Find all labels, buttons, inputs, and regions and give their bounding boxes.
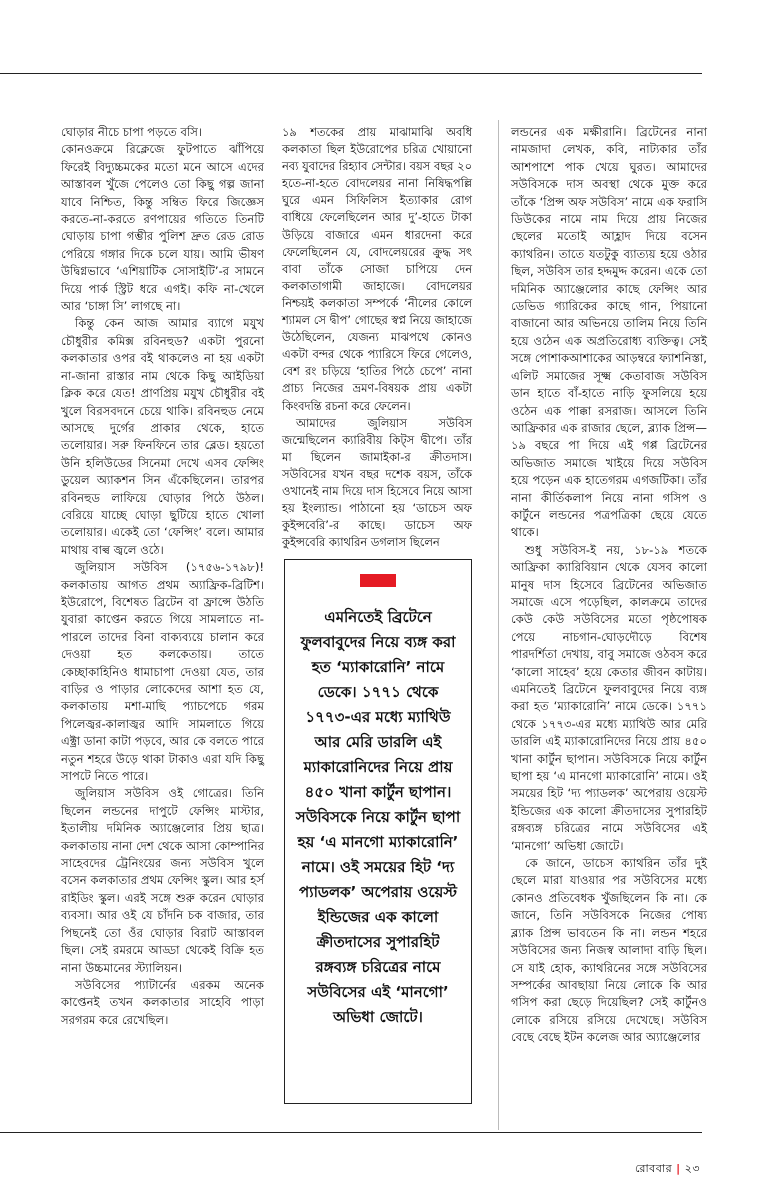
pull-quote-top-bar <box>360 574 396 587</box>
page-footer <box>635 1160 700 1179</box>
page-number: ২৩ <box>684 1162 700 1175</box>
paragraph: জুলিয়াস সউবিস (১৭৫৬-১৭৯৮)! কলকাতায় আগত প্রথম অ্যাফ্রিক-ব্রিটিশ। ইউরোপে, বিশেষত ব্রিটেন বা ফ্রান্সে উঠতি যুবারা কাপ্তেন করতে গিয়ে সামলাতে না-পারলে তাদের বিনা বাক্যব্যয়ে চালান করে দেওয়া হত কলকেতায়। তাতে কেচ্ছাকাহিনিও ধামাচাপা দেওয়া যেত, তার বাড়ির ও পাড়ার লোকেদের আশা হত যে, কলকাতায় মশা-মাছি প্যাচপেচে গরম পিলেজ্বর-কালাজ্বর আদি সামলাতে গিয়ে এক্ট্রা ডানা কাটা পড়বে, আর কে বলতে পারে নতুন শহরে উড়ে থাকা টাকাও এরা যদি কিছু সাপটে নিতে পারে। <box>61 560 264 784</box>
paragraph: জুলিয়াস সউবিস ওই গোত্রের। তিনি ছিলেন লন্ডনের দাপুটে ফেন্সিং মাস্টার, ইতালীয় দমিনিক অ্যাঞ্জেলোর প্রিয় ছাত্র। কলকাতায় নানা দেশ থেকে আসা কোম্পানির সাহেবদের ট্রেনিংয়ের জন্য সউবিস খুলে বসেন কলকাতার প্রথম ফেন্সিং স্কুল। আর হর্স রাইডিং স্কুল। এরই সঙ্গে শুরু করেন ঘোড়ার ব্যবসা। আর ওই যে চাঁদনি চক বাজার, তার পিছনেই তো ওঁর ঘোড়ার বিরাট আস্তাবল ছিল। সেই রমরমে আড্ডা থেকেই বিক্রি হত নানা উচ্চমানের স্ট্যালিয়ন। <box>61 786 264 975</box>
paragraph: ১৯ শতকের প্রায় মাঝামাঝি অবধি কলকাতা ছিল ইউরোপের চরিত্র খোয়ানো নব্য যুবাদের রিহ্যাব সেন্টার। বয়স বছর ২০ হতে-না-হতে বোদলেয়র নানা নিষিদ্ধপল্লি ঘুরে এমন সিফিলিস ইত্যাকার রোগ বাধিয়ে ফেলেছিলেন আর দু’-হাতে টাকা উড়িয়ে বাজারে এমন ধারদেনা করে ফেলেছিলেন যে, বোদলেয়রের ক্রুদ্ধ সৎ বাবা তাঁকে সোজা চাপিয়ে দেন কলকাতাগামী জাহাজে। বোদলেয়র নিশ্চয়ই কলকাতা সম্পর্কে ‘নীলের কোলে শ্যামল সে দ্বীপ’ গোছের স্বপ্ন নিয়ে জাহাজে উঠেছিলেন, যেজন্য মাঝপথে কোনও একটা বন্দর থেকে প্যারিসে ফিরে গেলেও, বেশ রং চড়িয়ে ‘হাতির পিঠে চেপে’ নানা প্রাচ্য নিজের ভ্রমণ-বিষয়ক প্রায় একটা কিংবদন্তি রচনা করে ফেলেন। <box>282 125 472 413</box>
paragraph: সউবিসের প্যাটার্নের এরকম অনেক কাপ্তেনই তখন কলকাতার সাহেবি পাড়া সরগরম করে রেখেছিল। <box>61 977 264 1027</box>
paragraph: শুধু সউবিস-ই নয়, ১৮-১৯ শতকে আফ্রিকা ক্যারিবিয়ান থেকে যেসব কালো মানুষ দাস হিসেবে ব্রিটেনের অভিজাত সমাজে এসে পড়েছিল, কালক্রমে তাদের কেউ কেউ সউবিসের মতো পৃষ্ঠপোষক পেয়ে নাচগান-ঘোড়দৌড়ে বিশেষ পারদর্শিতা দেখায়, বাবু সমাজে ওঠবস করে ‘কালো সাহেব’ হয়ে কেতার জীবন কাটায়। এমনিতেই ব্রিটেনে ফুলবাবুদের নিয়ে ব্যঙ্গ করা হত ‘ম্যাকারোনি’ নামে ডেকে। ১৭৭১ থেকে ১৭৭৩-এর মধ্যে ম্যাথিউ আর মেরি ডারলি এই ম্যাকারোনিদের নিয়ে প্রায় ৪৫০ খানা কার্টুন ছাপান। সউবিসকে নিয়ে কার্টুন ছাপা হয় ‘এ মানগো ম্যাকারোনি’ নামে। ওই সময়ের হিট ‘দ্য প্যাডলক’ অপেরায় ওয়েস্ট ইন্ডিজের এক কালো ক্রীতদাসের সুপারহিট রঙ্গব্যঙ্গ চরিত্রের নামে সউবিসের এই ‘মানগো’ অভিধা জোটে। <box>511 542 707 853</box>
bottom-rule <box>0 1132 702 1133</box>
publication-name: রোববার <box>634 1162 673 1175</box>
paragraph: কে জানে, ডাচেস ক্যাথরিন তাঁর দুই ছেলে মারা যাওয়ার পর সউবিসের মধ্যে কোনও প্রতিবেধক খুঁজছিলেন কি না। কে জানে, তিনি সউবিসকে নিজের পোষ্য ব্ল্যাক প্রিন্স ভাবতেন কি না। লন্ডন শহরে সউবিসের জন্য নিজস্ব আলাদা বাড়ি ছিল। সে যাই হোক, ক্যাথরিনের সঙ্গে সউবিসের সম্পর্কের আবছায়া নিয়ে লোকে কি আর গসিপ করা ছেড়ে দিয়েছিল? সেই কার্টুনও লোকে রসিয়ে রসিয়ে দেখেছে। সউবিস বেছে বেছে ইটন কলেজ আর অ্যাঞ্জেলোর <box>511 856 707 1045</box>
pull-quote-text: এমনিতেই ব্রিটেনে ফুলবাবুদের নিয়ে ব্যঙ্গ করা হত ‘ম্যাকারোনি’ নামে ডেকে। ১৭৭১ থেকে ১৭৭৩-এর মধ্যে ম্যাথিউ আর মেরি ডারলি এই ম্যাকারোনিদের নিয়ে প্রায় ৪৫০ খানা কার্টুন ছাপান। সউবিসকে নিয়ে কার্টুন ছাপা হয় ‘এ মানগো ম্যাকারোনি’ নামে। ওই সময়ের হিট ‘দ্য প্যাডলক’ অপেরায় ওয়েস্ট ইন্ডিজের এক কালো ক্রীতদাসের সুপারহিট রঙ্গব্যঙ্গ চরিত্রের নামে সউবিসের এই ‘মানগো’ অভিধা জোটে। <box>295 608 461 1026</box>
paragraph: আমাদের জুলিয়াস সউবিস জন্মেছিলেন ক্যারিবীয় কিট্‌স দ্বীপে। তাঁর মা ছিলেন জামাইকা-র ক্রীতদাস। সউবিসের যখন বছর দশেক বয়স, তাঁকে ওখানেই নাম দিয়ে দাস হিসেবে নিয়ে আসা হয় ইংল্যান্ড। পাঠানো হয় ‘ডাচেস অফ কুইন্সবেরি’-র কাছে। ডাচেস অফ কুইন্সবেরি ক্যাথরিন ডগলাস ছিলেন <box>282 415 472 550</box>
column-2 <box>282 124 472 551</box>
footer-separator: | <box>676 1162 681 1175</box>
paragraph: কোনওক্রমে রিক্লেজে ফুটপাতে ঝাঁপিয়ে ফিরেই বিদ্যুচ্চমকের মতো মনে আসে এদের আস্তাবল খুঁজে পেলেও তো কিছু গল্প জানা যাবে নিশ্চিত, কিন্তু সম্বিত ফিরে জিজ্ঞেস করতে-না-করতে রণপায়ের গতিতে তিনটি ঘোড়ায় চাপা গম্ভীর পুলিশ দ্রুত রেড রোড পেরিয়ে গঙ্গার দিকে চলে যায়। আমি ভীষণ উদ্বিগ্নভাবে ‘এশিয়াটিক সোসাইটি’-র সামনে দিয়ে পার্ক স্ট্রিট ধরে এগই। কফি না-খেলে আর ‘চাঙ্গা সি’ লাগছে না। <box>61 142 264 314</box>
paragraph: লন্ডনের এক মক্ষীরানি। ব্রিটেনের নানা নামজাদা লেখক, কবি, নাট্যকার তাঁর আশপাশে পাক খেয়ে ঘুরত। আমাদের সউবিসকে দাস অবস্থা থেকে মুক্ত করে তাঁকে ‘প্রিন্স অফ সউবিস’ নামে এক ফরাসি ডিউকের নামে নাম দিয়ে প্রায় নিজের ছেলের মতোই আহ্লাদ দিয়ে বসেন ক্যাথরিন। তাতে যতটুকু ব্যাত্যয় হয়ে ওঠার ছিল, সউবিস তার হদ্দমুদ্দ করেন। একে তো দমিনিক অ্যাঞ্জেলোর কাছে ফেন্সিং আর ডেভিড গ্যারিকের কাছে গান, পিয়ানো বাজানো আর অভিনয়ে তালিম নিয়ে তিনি হয়ে ওঠেন এক অপ্রতিরোধ্য ব্যক্তিত্ব। সেই সঙ্গে পোশাকআশাকের আড়ম্বরে ফ্যাশনিস্তা, এলিট সমাজের সূক্ষ্ম কেতাবাজ সউবিস ডান হাতে বাঁ-হাতে নাড়ি ফুসলিয়ে হয়ে ওঠেন এক পাক্কা রসরাজ। আসলে তিনি আফ্রিকার এক রাজার ছেলে, ব্ল্যাক প্রিন্স— ১৯ বছরে পা দিয়ে এই গপ্প ব্রিটেনের অভিজাত সমাজে খাইয়ে দিয়ে সউবিস হয়ে পড়েন এক হাতেগরম এগজটিকা। তাঁর নানা কীর্তিকলাপ নিয়ে নানা গসিপ ও কার্টুনে লন্ডনের পত্রপত্রিকা ছেয়ে যেতে থাকে। <box>511 125 707 540</box>
paragraph: কিন্তু কেন আজ আমার ব্যাগে মযুখ চৌধুরীর কমিক্স রবিনহুড? একটা পুরনো কলকাতার ওপর বই থাকলেও না হয় একটা না-জানা রাস্তার নাম থেকে কিছু আইডিয়া ক্লিক করে যেত! প্রাণপ্রিয় মযুখ চৌধুরীর বই খুলে বিরসবদনে চেয়ে থাকি। রবিনহুড নেমে আসছে দুর্গের প্রাকার থেকে, হাতে তলোয়ার। সরু ফিনফিনে তার ব্লেড। হয়তো উনি হলিউডের সিনেমা দেখে এসব ফেন্সিং ডুয়েল অ্যাকশন সিন এঁকেছিলেন। তারপর রবিনহুড লাফিয়ে ঘোড়ার পিঠে উঠল। বেরিয়ে যাচ্ছে ঘোড়া ছুটিয়ে হাতে খোলা তলোয়ার। একেই তো ‘ফেন্সিং’ বলে। আমার মাথায় বাল্ব জ্বলে ওঠে। <box>61 316 264 557</box>
column-divider <box>498 120 499 1130</box>
pull-quote-box <box>284 559 472 1104</box>
column-3 <box>511 124 707 1047</box>
column-1 <box>61 124 264 1029</box>
top-rule <box>0 73 702 74</box>
paragraph: ঘোড়ার নীচে চাপা পড়তে বসি। <box>61 125 203 139</box>
